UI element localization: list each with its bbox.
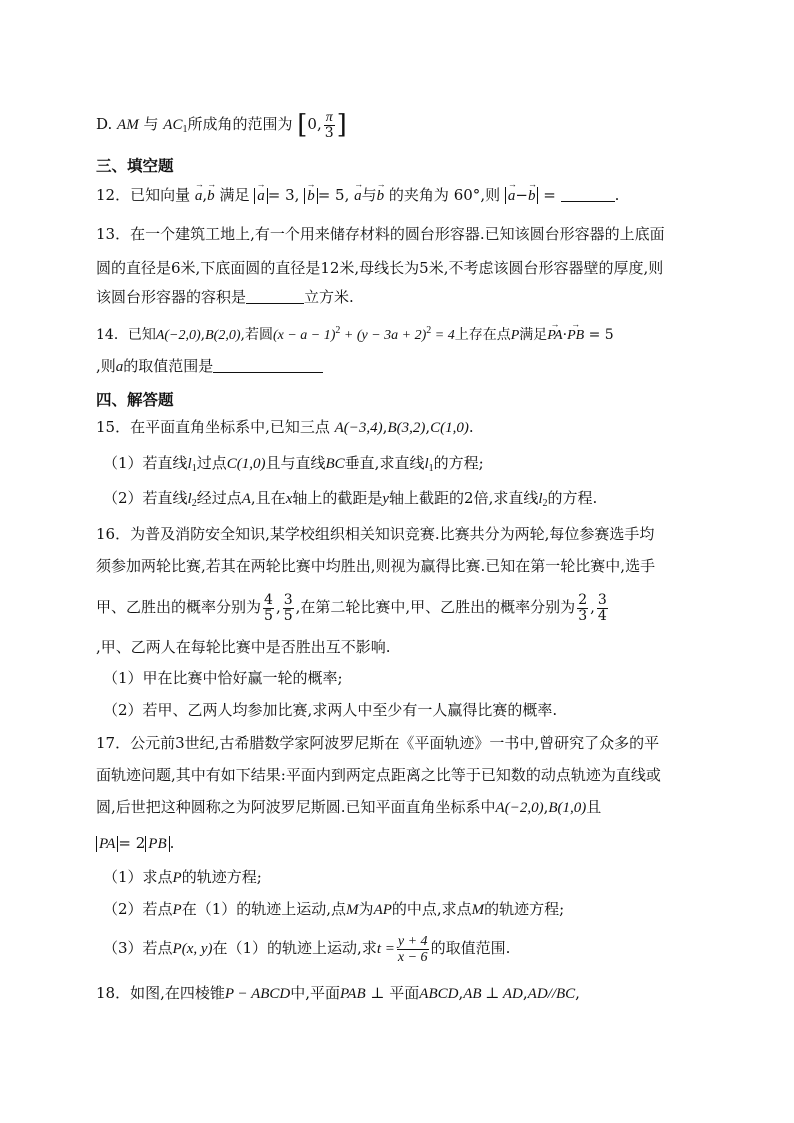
point-b: B(2,0) [205, 328, 241, 343]
question-15-part-2: （2）若直线$l_2$经过点A,且在x轴上的截距是y轴上截距的2倍,求直线$l_2$的方程. [103, 489, 598, 509]
abs-vector-a: → a [254, 188, 268, 204]
angle-value: 60° [453, 186, 481, 204]
abs-pa: PA [96, 836, 118, 852]
math-zero: 0, [307, 115, 322, 133]
point-b: B(1,0) [548, 800, 587, 816]
option-d [96, 104, 347, 144]
question-16-line-4: ,甲、乙两人在每轮比赛中是否胜出互不影响. [96, 638, 391, 656]
line-l1: $l_1$ [187, 456, 197, 474]
question-17-line-3: 圆,后世把这种圆称之为阿波罗尼斯圆.已知平面直角坐标系中A(−2,0),B(1,0)且 [96, 798, 602, 816]
pyramid: P − ABCD [224, 986, 291, 1002]
vector-pb: → PB [567, 325, 584, 347]
fraction-t: $\frac{y + 4}{x - 6}$ [397, 933, 428, 965]
left-bracket: [ [297, 110, 308, 140]
point-a: A(−2,0) [495, 800, 544, 816]
question-16-part-2: （2）若甲、乙两人均参加比赛,求两人中至少有一人赢得比赛的概率. [103, 701, 558, 719]
fraction-3-5: $\frac{3}{5}$ [283, 591, 293, 624]
vector-b: → b [207, 185, 215, 207]
text: 所成角的范围为 [187, 115, 293, 133]
question-14-line-1: 14．已知A(−2,0),B(2,0),若圆$(x - a - 1)^2 + (y - 3a + 2)^2 = 4$上存在点P满足→ PA·→ PB = 5 [96, 320, 614, 347]
answer-blank[interactable] [561, 186, 615, 202]
vector-a: → a [195, 185, 203, 207]
question-13-line-2: 圆的直径是6米,下底面圆的直径是12米,母线长为5米,不考虑该圆台形容器壁的厚度,则 [96, 259, 664, 277]
point-b: B(3,2) [387, 420, 426, 436]
question-18: 18．如图,在四棱锥P − ABCD中,平面PAB ⊥ 平面ABCD,AB ⊥ AD,AD//BC, [96, 984, 580, 1002]
question-17-part-3: （3）若点P(x, y)在（1）的轨迹上运动,求t = $\frac{y + 4}{x - 6}$ 的取值范围. [103, 933, 511, 965]
right-bracket: ] [336, 110, 347, 140]
text: 与 [143, 115, 159, 133]
math-ac1: $AC_1$ [163, 117, 188, 135]
question-16-line-1: 16．为普及消防安全知识,某学校组织相关知识竞赛.比赛共分为两轮,每位参赛选手均 [96, 525, 655, 543]
question-14-line-2: ,则a的取值范围是 [96, 355, 323, 378]
question-17-line-2: 面轨迹问题,其中有如下结果:平面内到两定点距离之比等于已知数的动点轨迹为直线或 [96, 766, 661, 784]
question-16-line-2: 须参加两轮比赛,若其在两轮比赛中均胜出,则视为赢得比赛.已知在第一轮比赛中,选手 [96, 557, 656, 575]
question-15-part-1: （1）若直线$l_1$过点C(1,0)且与直线BC垂直,求直线$l_1$的方程; [103, 454, 484, 474]
answer-blank[interactable] [246, 288, 304, 304]
question-12: 12．已知向量 → a,→ b 满足 → a = 3, → b = 5, → a与→ b 的夹角为 60°,则 → a−→ b = . [96, 184, 619, 207]
question-17-part-1: （1）求点P的轨迹方程; [103, 868, 262, 886]
vector-pa: → PA [547, 325, 562, 347]
fraction-3-4: $\frac{3}{4}$ [597, 591, 607, 624]
abs-vector-diff: → a−→ b [505, 187, 539, 204]
abs-vector-b: → b [304, 188, 318, 204]
question-13-line-1: 13．在一个建筑工地上,有一个用来储存材料的圆台形容器.已知该圆台形容器的上底面 [96, 225, 665, 243]
section-heading-fill-blank: 三、填空题 [96, 156, 174, 175]
question-17-part-2: （2）若点P在（1）的轨迹上运动,点M为AP的中点,求点M的轨迹方程; [103, 900, 565, 918]
point-p-xy: P(x, y) [172, 941, 213, 957]
fraction-4-5: $\frac{4}{5}$ [264, 591, 273, 624]
question-17-condition: PA = 2 PB . [96, 832, 174, 854]
fraction-pi-3: $\frac{\pi}{3}$ [324, 109, 334, 141]
question-16-line-3: 甲、乙胜出的概率分别为 $\frac{4}{5}$ , $\frac{3}{5}$ ,在第二轮比赛中,甲、乙胜出的概率分别为 $\frac{2}{3}$ , $\frac{3}{4}$ [96, 591, 607, 624]
math-am: AM [117, 117, 139, 133]
answer-blank[interactable] [213, 357, 323, 373]
option-label: D. [96, 115, 113, 133]
point-a: A(−3,4) [334, 420, 383, 436]
point-c: C(1,0) [430, 420, 469, 436]
circle-equation: $(x - a - 1)^2 + (y - 3a + 2)^2 = 4$ [272, 325, 455, 343]
abs-pb: PB [145, 836, 169, 852]
point-a: A(−2,0) [155, 328, 201, 343]
question-13-line-3: 该圆台形容器的容积是 立方米. [96, 288, 354, 306]
question-16-part-1: （1）甲在比赛中恰好赢一轮的概率; [103, 669, 343, 687]
fraction-2-3: $\frac{2}{3}$ [578, 591, 588, 624]
question-15: 15．在平面直角坐标系中,已知三点 A(−3,4),B(3,2),C(1,0). [96, 418, 474, 436]
question-17-line-1: 17．公元前3世纪,古希腊数学家阿波罗尼斯在《平面轨迹》一书中,曾研究了众多的平 [96, 734, 660, 752]
section-heading-solve: 四、解答题 [96, 390, 174, 409]
line-l2: $l_2$ [187, 491, 197, 509]
